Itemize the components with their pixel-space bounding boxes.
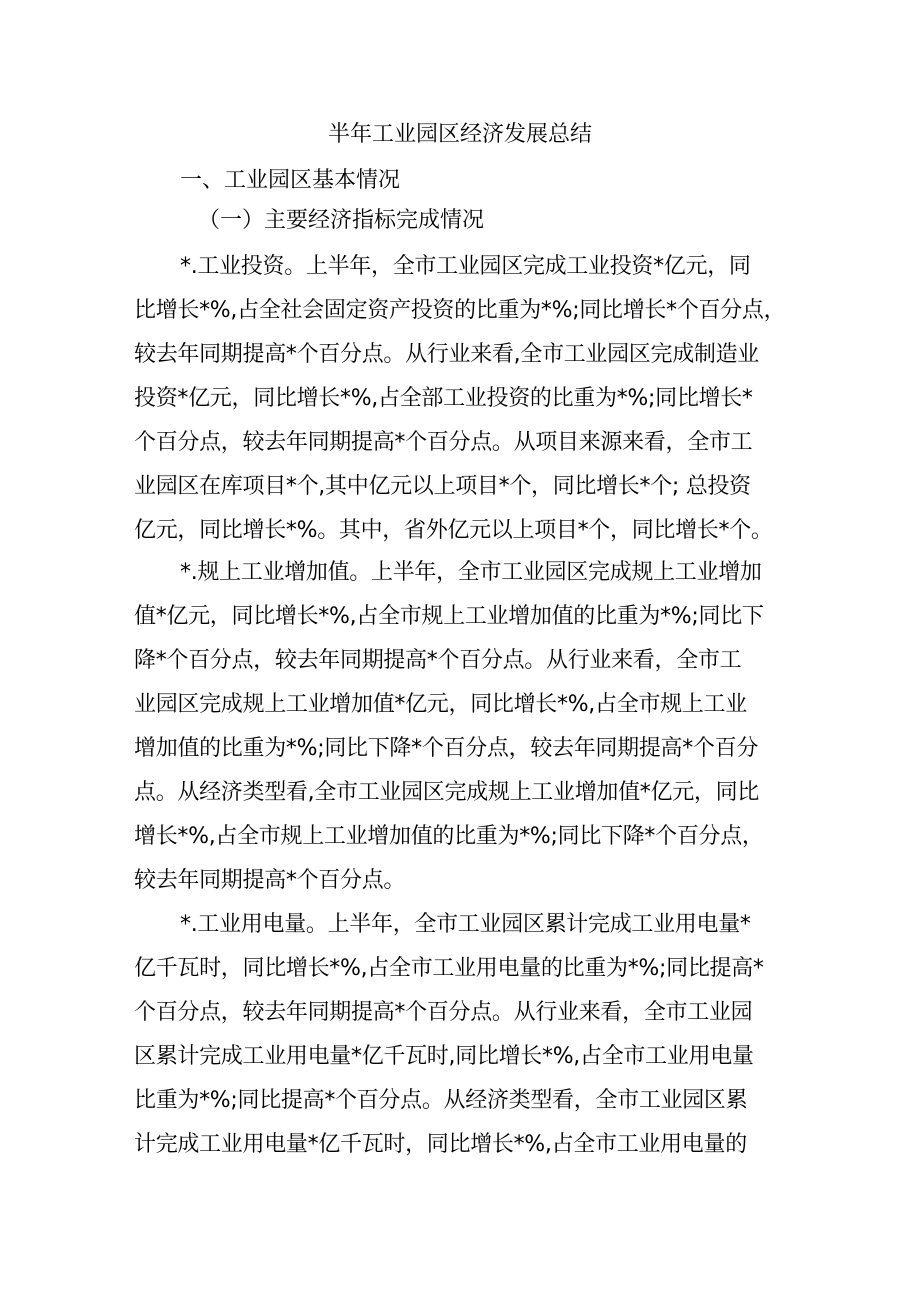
document-title: 半年工业园区经济发展总结 (327, 122, 592, 147)
paragraph-line: 亿元，同比增长*%。其中，省外亿元以上项目*个，同比增长*个。 (134, 518, 773, 543)
paragraph-line: 增加值的比重为*%;同比下降*个百分点，较去年同期提高*个百分 (134, 736, 759, 761)
paragraph-line: 比重为*%;同比提高*个百分点。从经济类型看，全市工业园区累 (134, 1088, 748, 1113)
paragraph-line: *.规上工业增加值。上半年，全市工业园区完成规上工业增加 (180, 560, 762, 585)
subsection-heading: （一）主要经济指标完成情况 (198, 208, 485, 233)
section-heading: 一、工业园区基本情况 (180, 168, 401, 193)
paragraph-line: 亿千瓦时，同比增长*%,占全市工业用电量的比重为*%;同比提高* (134, 956, 764, 981)
paragraph-line: 值*亿元，同比增长*%,占全市规上工业增加值的比重为*%;同比下 (134, 604, 764, 629)
paragraph-line: 区累计完成工业用电量*亿千瓦时,同比增长*%,占全市工业用电量 (134, 1044, 754, 1069)
paragraph-line: 个百分点，较去年同期提高*个百分点。从行业来看，全市工业园 (134, 1000, 753, 1025)
paragraph-line: 降*个百分点，较去年同期提高*个百分点。从行业来看，全市工 (134, 648, 742, 673)
paragraph-line: 比增长*%,占全社会固定资产投资的比重为*%;同比增长*个百分点， (134, 298, 786, 323)
paragraph-line: 业园区完成规上工业增加值*亿元，同比增长*%,占全市规上工业 (134, 692, 747, 717)
paragraph-line: 业园区在库项目*个,其中亿元以上项目*个，同比增长*个; 总投资 (134, 474, 751, 499)
paragraph-line: 个百分点，较去年同期提高*个百分点。从项目来源来看，全市工 (134, 430, 753, 455)
paragraph-line: *.工业投资。上半年，全市工业园区完成工业投资*亿元，同 (180, 254, 751, 279)
paragraph-line: *.工业用电量。上半年，全市工业园区累计完成工业用电量* (180, 912, 751, 937)
paragraph-line: 较去年同期提高*个百分点。从行业来看,全市工业园区完成制造业 (134, 342, 759, 367)
paragraph-line: 点。从经济类型看,全市工业园区完成规上工业增加值*亿元，同比 (134, 780, 759, 805)
paragraph-line: 增长*%,占全市规上工业增加值的比重为*%;同比下降*个百分点， (134, 824, 764, 849)
paragraph-line: 较去年同期提高*个百分点。 (134, 868, 406, 893)
paragraph-line: 计完成工业用电量*亿千瓦时，同比增长*%,占全市工业用电量的 (134, 1132, 747, 1157)
paragraph-line: 投资*亿元，同比增长*%,占全部工业投资的比重为*%;同比增长* (134, 386, 753, 411)
